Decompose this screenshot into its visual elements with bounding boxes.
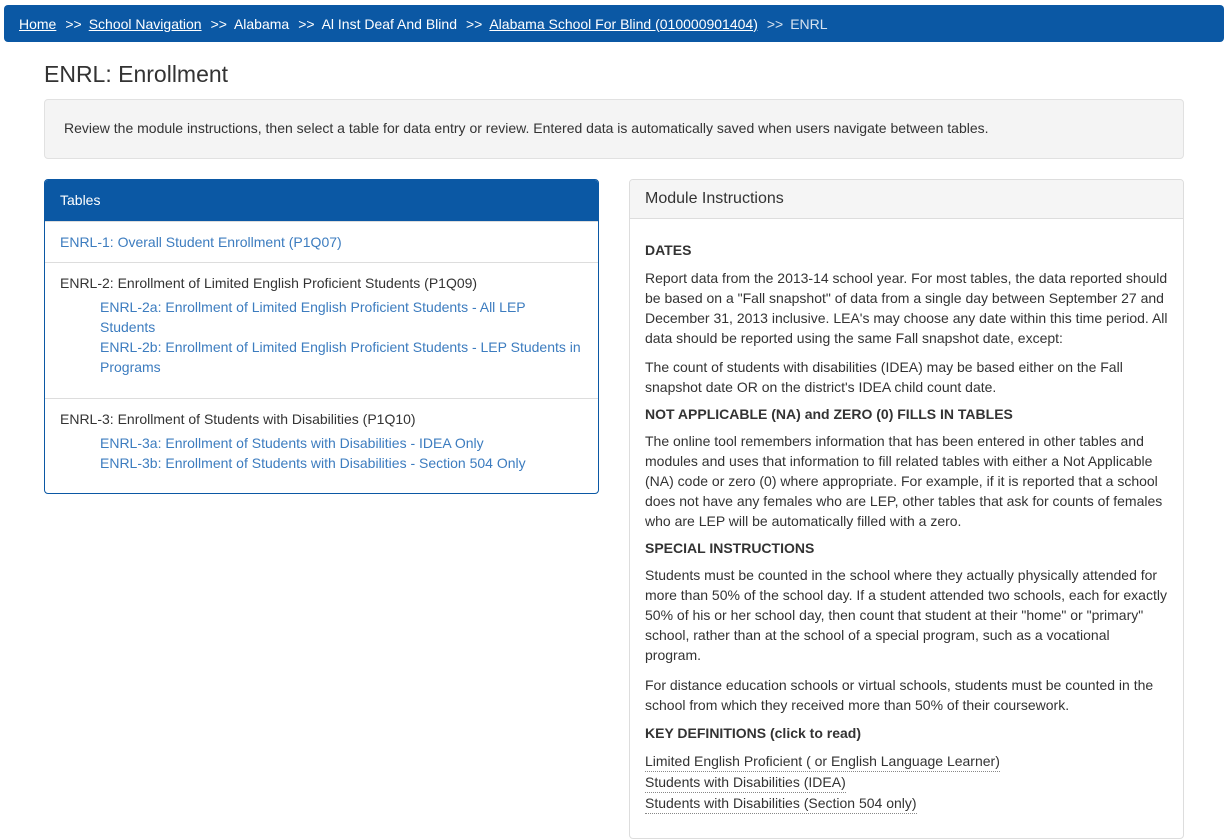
enrl-3a-link[interactable]: ENRL-3a: Enrollment of Students with Disabilities - IDEA Only	[100, 435, 484, 451]
dates-paragraph: Report data from the 2013-14 school year. For most tables, the data reported should be based on a "Fall snapshot" of data from a single day between September 27 and December 31, 2013 inclusive. LEA's may choose any date within this time period. All data should be reported using the same Fall snapshot date, except:	[645, 270, 1168, 346]
definition-lep-link[interactable]: Limited English Proficient ( or English Language Learner)	[645, 751, 1000, 772]
breadcrumb-separator: >>	[65, 15, 82, 32]
breadcrumb-district: Al Inst Deaf And Blind	[321, 15, 457, 32]
enrl-3-sub-links	[60, 429, 583, 473]
definition-idea-link[interactable]: Students with Disabilities (IDEA)	[645, 772, 846, 793]
tables-panel	[44, 179, 599, 494]
module-instructions-body	[630, 240, 1183, 814]
breadcrumb-school-link[interactable]: Alabama School For Blind (010000901404)	[489, 15, 758, 32]
tables-panel-heading: Tables	[45, 180, 598, 221]
breadcrumb-separator: >>	[766, 15, 784, 32]
special-instructions-paragraph: Students must be counted in the school where they actually physically attended for more than 50% of the school day. If a student attended two schools, each for exactly 50% of his or her school day, then count that student at their "home" or "primary" school, rather than at the school of a special program, such as a vocational program.	[645, 567, 1167, 663]
na-fills-paragraph: The online tool remembers information that has been entered in other tables and modules and uses that information to fill related tables with either a Not Applicable (NA) code or zero (0) where appropriate. For example, if it is reported that a school does not have any females who are LEP, other tables that ask for counts of females who are LEP will be automatically filled with a zero.	[645, 433, 1163, 529]
breadcrumb-school-navigation-link[interactable]: School Navigation	[88, 15, 202, 32]
enrl-2a-link[interactable]: ENRL-2a: Enrollment of Limited English Proficient Students - All LEP Students	[100, 299, 526, 335]
key-definitions-heading: KEY DEFINITIONS (click to read)	[645, 725, 862, 741]
enrl-1-link[interactable]: ENRL-1: Overall Student Enrollment (P1Q07)	[60, 234, 342, 250]
enrl-2-sub-links	[60, 293, 583, 377]
breadcrumb-home-link[interactable]: Home	[19, 15, 57, 32]
enrl-3b-link[interactable]: ENRL-3b: Enrollment of Students with Disabilities - Section 504 Only	[100, 455, 526, 471]
module-instructions-heading: Module Instructions	[630, 180, 1183, 219]
module-instructions-panel	[629, 179, 1184, 839]
breadcrumb-state: Alabama	[233, 15, 290, 32]
breadcrumb-separator: >>	[465, 15, 483, 32]
distance-education-paragraph: For distance education schools or virtual schools, students must be counted in the school from which they received more than 50% of their coursework.	[645, 677, 1154, 713]
enrl-3-title: ENRL-3: Enrollment of Students with Disabilities (P1Q10)	[60, 411, 416, 427]
enrl-2-title: ENRL-2: Enrollment of Limited English Proficient Students (P1Q09)	[60, 275, 478, 291]
info-text: Review the module instructions, then select a table for data entry or review. Entered data is automatically saved when users navigate between tables.	[64, 120, 989, 136]
dates-exception-paragraph: The count of students with disabilities (IDEA) may be based either on the Fall snapshot date OR on the district's IDEA child count date.	[645, 359, 1123, 395]
breadcrumb-current: ENRL	[790, 15, 828, 32]
definition-section-504-link[interactable]: Students with Disabilities (Section 504 only)	[645, 793, 917, 814]
breadcrumb	[4, 5, 1224, 42]
page-title: ENRL: Enrollment	[44, 61, 229, 87]
breadcrumb-separator: >>	[298, 15, 315, 32]
dates-heading: DATES	[645, 242, 692, 258]
na-fills-heading: NOT APPLICABLE (NA) and ZERO (0) FILLS IN TABLES	[645, 406, 1013, 422]
table-group-enrl1	[45, 221, 598, 262]
table-group-enrl2	[45, 262, 598, 398]
special-instructions-heading: SPECIAL INSTRUCTIONS	[645, 540, 815, 556]
info-well	[44, 99, 1184, 159]
table-group-enrl3	[45, 398, 598, 494]
breadcrumb-separator: >>	[210, 15, 227, 32]
enrl-2b-link[interactable]: ENRL-2b: Enrollment of Limited English Proficient Students - LEP Students in Programs	[100, 339, 581, 375]
